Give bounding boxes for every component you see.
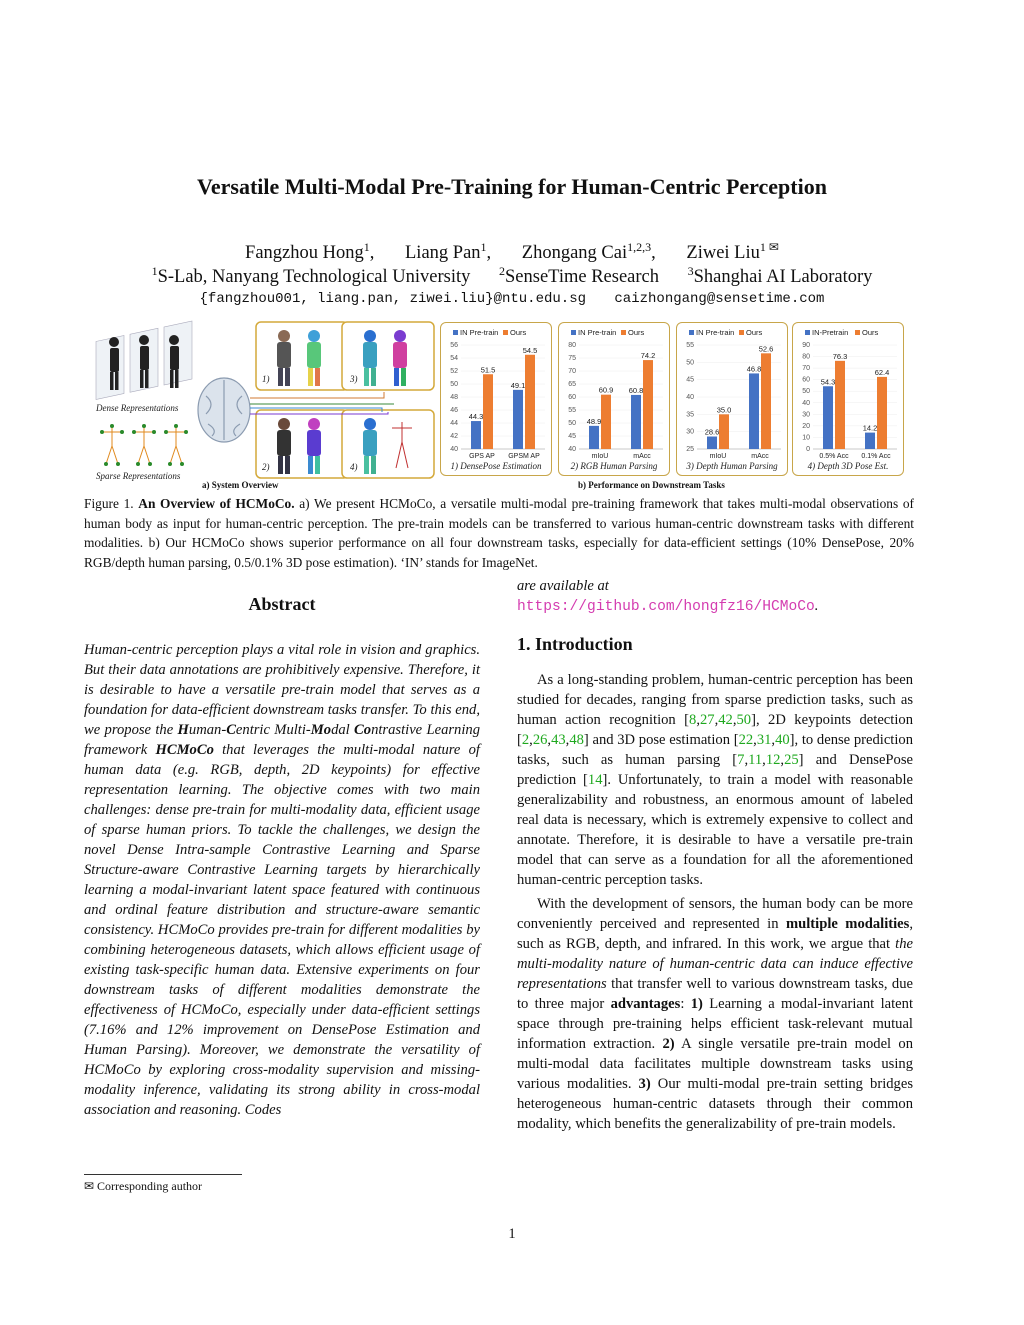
x-tick-label: GPS AP	[469, 453, 495, 460]
y-tick-label: 44	[450, 420, 458, 427]
panel-4-label: 4)	[350, 462, 358, 472]
citation[interactable]: 42	[718, 712, 733, 728]
author: Zhongang Cai$^{1,2,3}$,	[521, 240, 656, 264]
bar	[877, 377, 887, 449]
bar-value-label: 35.0	[716, 405, 732, 415]
bar-value-label: 44.3	[468, 412, 484, 422]
corresponding-author-footnote: ✉ Corresponding author	[84, 1174, 242, 1194]
bar-value-label: 28.6	[704, 427, 720, 437]
abstract-heading: Abstract	[248, 594, 316, 614]
bar-value-label: 51.5	[480, 365, 496, 375]
y-tick-label: 45	[686, 376, 694, 384]
y-tick-label: 45	[568, 433, 576, 440]
citation[interactable]: 48	[569, 732, 584, 748]
bar-value-label: 52.6	[758, 344, 774, 354]
caption-title: An Overview of HCMoCo.	[138, 496, 295, 511]
bar	[749, 373, 759, 449]
y-tick-label: 42	[450, 433, 458, 440]
citation[interactable]: 2	[521, 732, 530, 748]
citation[interactable]: 12	[765, 752, 781, 768]
bar	[643, 360, 653, 449]
legend-swatch	[855, 330, 860, 335]
bar	[513, 390, 523, 449]
author: Ziwei Liu$^{1 ✉}$	[686, 240, 779, 264]
figure-1	[84, 318, 940, 494]
skeleton-keypoints-illustration	[102, 426, 186, 464]
bar	[761, 353, 771, 449]
chart-title: 4) Depth 3D Pose Est.	[807, 461, 889, 471]
y-tick-label: 55	[686, 342, 694, 349]
chart-svg-0	[441, 323, 551, 475]
legend-swatch	[805, 330, 810, 335]
x-tick-label: mAcc	[633, 453, 651, 460]
legend-label: IN Pre-train	[460, 328, 499, 337]
y-tick-label: 40	[450, 446, 458, 453]
introduction-body	[517, 670, 913, 1134]
citation[interactable]: 7	[737, 752, 745, 768]
citation[interactable]: 31	[756, 732, 772, 748]
bar-value-label: 74.2	[640, 351, 656, 361]
x-tick-label: GPSM AP	[508, 453, 540, 460]
panel-2-box	[256, 410, 348, 478]
author: Fangzhou Hong$^1$,	[245, 240, 375, 264]
x-tick-label: mIoU	[709, 453, 727, 460]
legend-swatch	[689, 330, 694, 335]
x-tick-label: 0.5% Acc	[819, 453, 849, 460]
subfig-b-label: b) Performance on Downstream Tasks	[578, 480, 725, 490]
page-number: 1	[508, 1226, 516, 1242]
legend-label: IN Pre-train	[696, 328, 735, 337]
author-list	[0, 240, 1024, 264]
y-tick-label: 55	[568, 407, 576, 414]
legend-label: Ours	[746, 328, 763, 337]
affiliation: $^1$S-Lab, Nanyang Technological University	[151, 264, 471, 288]
subfig-a-label: a) System Overview	[202, 480, 279, 490]
x-tick-label: mAcc	[751, 453, 769, 460]
bar	[835, 361, 845, 449]
x-tick-label: 0.1% Acc	[861, 453, 891, 460]
citation[interactable]: 26	[532, 732, 548, 748]
chart-title: 1) DensePose Estimation	[450, 461, 542, 471]
y-tick-label: 65	[568, 381, 576, 388]
y-tick-label: 40	[686, 394, 694, 401]
bar-value-label: 49.1	[510, 380, 526, 390]
bar-value-label: 14.2	[862, 423, 878, 433]
y-tick-label: 70	[568, 368, 576, 375]
y-tick-label: 50	[802, 388, 810, 396]
y-tick-label: 30	[686, 428, 694, 436]
y-tick-label: 54	[450, 355, 458, 362]
bar-value-label: 54.5	[522, 345, 538, 355]
y-tick-label: 80	[802, 353, 810, 361]
chart-title: 3) Depth Human Parsing	[686, 461, 778, 471]
y-tick-label: 40	[568, 446, 576, 453]
bar-value-label: 54.3	[820, 377, 836, 387]
panel-2-label: 2)	[262, 462, 270, 472]
email[interactable]: {fangzhou001, liang.pan, ziwei.liu}@ntu.edu.sg	[199, 291, 586, 307]
y-tick-label: 48	[450, 394, 458, 401]
y-tick-label: 50	[568, 420, 576, 427]
citation[interactable]: 14	[587, 772, 603, 788]
chart-svg-1	[559, 323, 669, 475]
dense-representations-label: Dense Representations	[96, 403, 179, 413]
citation[interactable]: 25	[784, 752, 799, 768]
y-tick-label: 40	[802, 399, 810, 407]
legend-swatch	[453, 330, 458, 335]
email-list	[0, 291, 1024, 307]
bar-value-label: 76.3	[832, 351, 848, 361]
citation[interactable]: 50	[736, 712, 752, 728]
bar	[823, 386, 833, 449]
chart-depth-parsing	[676, 322, 788, 476]
legend-swatch	[621, 330, 626, 335]
legend-label: Ours	[628, 328, 645, 337]
chart-rgb-parsing	[558, 322, 670, 476]
y-tick-label: 80	[568, 342, 576, 349]
citation[interactable]: 40	[775, 732, 790, 748]
bar	[719, 414, 729, 449]
bar	[707, 437, 717, 449]
chart-densepose	[440, 322, 552, 476]
affiliation-list	[0, 264, 1024, 288]
y-tick-label: 75	[568, 355, 576, 362]
y-tick-label: 90	[802, 342, 810, 349]
y-tick-label: 30	[802, 411, 810, 419]
legend-swatch	[571, 330, 576, 335]
legend-label: IN Pre-train	[578, 328, 617, 337]
bar	[471, 421, 481, 449]
affiliation: $^2$SenseTime Research	[499, 264, 659, 288]
panel-1-label: 1)	[262, 374, 270, 384]
chart-depth-3d-pose	[792, 322, 904, 476]
email[interactable]: caizhongang@sensetime.com	[614, 291, 825, 307]
code-link[interactable]: https://github.com/hongfz16/HCMoCo	[517, 599, 815, 615]
y-tick-label: 52	[450, 368, 458, 375]
citation[interactable]: 22	[738, 732, 754, 748]
intro-paragraph-2: With the development of sensors, the human body can be more conveniently perceived and represented in multiple modalities, such as RGB, depth, and infrared. In this work, we argue that the multi-modality nature of human-centric data can induce effective representations that transfer well to various downstream tasks, due to three major advantages: 1) Learning a modal-invariant latent space through pre-training helps efficient task-relevant mutual information extraction. 2) A single versatile pre-train model on multi-modal data facilitates multiple downstream tasks using various modalities. 3) Our multi-modal pre-train setting bridges heterogeneous human-centric datasets through their common modality, which benefits the generalizability of pre-train models.	[517, 896, 914, 1132]
y-tick-label: 10	[802, 434, 810, 442]
author: Liang Pan$^1$,	[405, 240, 492, 264]
y-tick-label: 46	[450, 407, 458, 414]
y-tick-label: 60	[802, 376, 810, 384]
legend-label: Ours	[862, 328, 879, 337]
panel-1-box	[256, 322, 348, 390]
bar	[483, 374, 493, 449]
chart-svg-2	[677, 323, 787, 475]
citation[interactable]: 8	[689, 712, 697, 728]
bar-value-label: 60.9	[598, 385, 614, 395]
introduction-heading: 1. Introduction	[517, 634, 633, 654]
affiliation: $^3$Shanghai AI Laboratory	[687, 264, 873, 288]
human-silhouettes-illustration	[96, 321, 192, 399]
bar	[631, 395, 641, 449]
panel-3-label: 3)	[350, 374, 358, 384]
bar-value-label: 62.4	[874, 367, 890, 377]
bar-value-label: 60.8	[628, 385, 644, 395]
citation[interactable]: 27	[699, 712, 715, 728]
brain-icon	[198, 378, 250, 442]
y-tick-label: 0	[806, 446, 810, 453]
bar	[525, 355, 535, 449]
intro-paragraph-1: As a long-standing problem, human-centric perception has been studied for decades, ranging from sparse prediction tasks, such as human action recognition [8,27,42,50], 2D keypoints detection [2,26,43,48] and 3D pose estimation [22,31,40], to dense prediction tasks, such as human parsing [7,11,12,25] and DensePose prediction [14]. Unfortunately, to train a model with reasonable generalizability and robustness, an enormous amount of labeled real data is necessary, which is extremely expensive to collect and annotate. Therefore, it is desirable to have a versatile pre-train model that can serve as a foundation for all the aforementioned human-centric perception tasks.	[517, 672, 914, 888]
legend-swatch	[503, 330, 508, 335]
legend-swatch	[739, 330, 744, 335]
y-tick-label: 20	[802, 422, 810, 430]
y-tick-label: 50	[450, 381, 458, 388]
x-tick-label: mIoU	[591, 453, 609, 460]
citation[interactable]: 43	[551, 732, 566, 748]
bar-value-label: 48.9	[586, 416, 602, 426]
paper-title: Versatile Multi-Modal Pre-Training for Human-Centric Perception	[197, 174, 827, 199]
legend-label: IN-Pretrain	[812, 328, 849, 337]
bar	[589, 426, 599, 449]
chart-svg-3	[793, 323, 903, 475]
sparse-representations-label: Sparse Representations	[96, 471, 181, 481]
abstract-body: Human-centric perception plays a vital role in vision and graphics. But their data annotations are prohibitively expensive. Therefore, it is desirable to have a versatile pre-train model that serves as a foundation for data-efficient downstream tasks transfer. To this end, we propose the Human-Centric Multi-Modal Contrastive Learning framework HCMoCo that leverages the multi-modal nature of human data (e.g. RGB, depth, 2D keypoints) for effective representation learning. The objective comes with two main challenges: dense pre-train for multi-modality data, efficient usage of sparse human priors. To tackle the challenges, we design the novel Dense Intra-sample Contrastive Learning and Sparse Structure-aware Contrastive Learning targets by hierarchically learning a modal-invariant latent space featured with continuous and ordinal feature distribution and structure-aware semantic consistency. HCMoCo provides pre-train for different modalities by combining heterogeneous datasets, which allows efficient usage of existing task-specific human data. Extensive experiments on four downstream tasks of different modalities demonstrate the effectiveness of HCMoCo, especially under data-efficient settings (7.16% and 12% improvement on DensePose Estimation and Human Parsing). Moreover, we demonstrate the versatility of HCMoCo by exploring cross-modality supervision and missing-modality inference, validating its strong ability in cross-modal association and reasoning. Codes	[84, 642, 480, 1118]
y-tick-label: 25	[686, 446, 694, 453]
bar	[601, 395, 611, 449]
bar-value-label: 46.8	[746, 364, 762, 374]
y-tick-label: 35	[686, 411, 694, 419]
figure-caption: Figure 1. An Overview of HCMoCo. a) We present HCMoCo, a versatile multi-modal pre-training framework that takes multi-modal observations of human body as input for human-centric perception. The pre-train models can be transferred to various human-centric downstream tasks with different modalities. b) Our HCMoCo shows superior performance on all four downstream tasks, especially for data-efficient settings (10% DensePose, 20% RGB/depth human parsing, 0.5/0.1% 3D pose estimation). ‘IN’ stands for ImageNet.	[84, 496, 915, 570]
chart-title: 2) RGB Human Parsing	[570, 461, 658, 471]
citation[interactable]: 11	[748, 752, 763, 768]
y-tick-label: 56	[450, 342, 458, 349]
y-tick-label: 60	[568, 394, 576, 401]
y-tick-label: 70	[802, 365, 810, 373]
y-tick-label: 50	[686, 359, 694, 367]
bar	[865, 433, 875, 449]
legend-label: Ours	[510, 328, 527, 337]
abstract-continuation: are available at https://github.com/hongfz16/HCMoCo.	[517, 578, 819, 615]
